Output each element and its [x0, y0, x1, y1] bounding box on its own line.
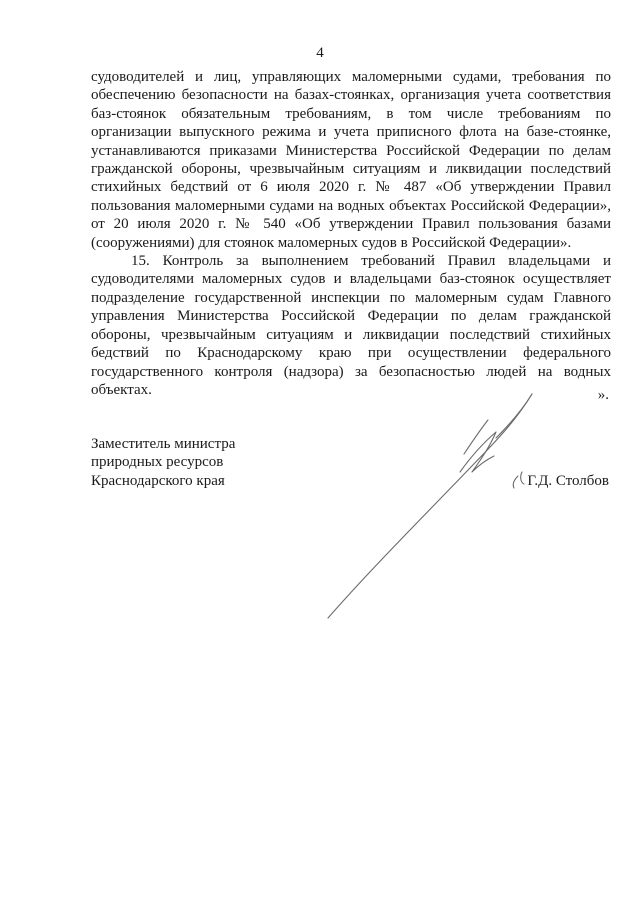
- paragraph-continuation: судоводителей и лиц, управляющих маломерными судами, требования по обеспечению безопасности на базах-стоянках, организация учета соответствия баз-стоянок обязательным требованиям, в том числе требованиям по организации выпускного режима и учета приписного флота на базе-стоянке, устанавливаются приказами Министерства Российской Федерации по делам гражданской обороны, чрезвычайным ситуациям и ликвидации последствий стихийных бедствий от 6 июля 2020 г. № 487 «Об утверждении Правил пользования маломерными судами на водных объектах Российской Федерации», от 20 июля 2020 г. № 540 «Об утверждении Правил пользования базами (сооружениями) для стоянок маломерных судов в Российской Федерации».: [91, 69, 611, 251]
- signatory-name: Г.Д. Столбов: [527, 473, 609, 489]
- signatory-title-line: Заместитель министра: [91, 436, 236, 452]
- signatory-title-line: природных ресурсов: [91, 454, 224, 471]
- signatory-title-line: Краснодарского края: [91, 472, 225, 489]
- signatory-title: [91, 435, 235, 490]
- handwritten-signature: [300, 380, 560, 640]
- document-body: [91, 68, 611, 399]
- page-number: 4: [316, 45, 324, 61]
- closing-quote: ».: [597, 387, 609, 403]
- paragraph-15: 15. Контроль за выполнением требований Правил владельцами и судоводителями маломерных судов и владельцами баз-стоянок осуществляет подразделение государственной инспекции по маломерным судам Главного управления Министерства Российской Федерации по делам гражданской обороны, чрезвычайным ситуациям и ликвидации последствий стихийных бедствий по Краснодарскому краю при осуществлении федерального государственного контроля (надзора) за безопасностью людей на водных объектах.: [91, 253, 611, 398]
